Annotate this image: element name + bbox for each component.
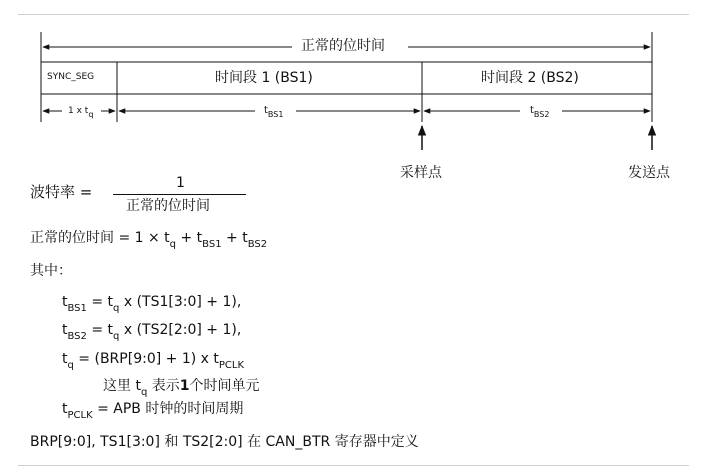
bit-timing-diagram bbox=[0, 0, 702, 200]
tbs1-duration-label: $t_{BS1}$ bbox=[264, 105, 284, 119]
tq-equation: $t_q$ = (BRP[9:0] + 1) x $t_{PCLK}$ bbox=[62, 351, 245, 371]
sample-point-label: 采样点 bbox=[400, 165, 442, 181]
tq-duration-label: 1 x tq bbox=[68, 106, 94, 119]
tbs2-equation: $t_{BS2} = t_q$ x (TS2[2:0] + 1), bbox=[62, 322, 242, 342]
tq-note: 这里 $t_q$ 表示1个时间单元 bbox=[103, 378, 260, 398]
fraction-bar bbox=[113, 194, 246, 195]
tbs2-duration-label: $t_{BS2}$ bbox=[530, 105, 550, 119]
baud-rate-lhs: 波特率 = bbox=[30, 183, 93, 201]
total-bit-time-label: 正常的位时间 bbox=[301, 38, 385, 54]
bit-time-equation: 正常的位时间 = $1 \times t_q + t_{BS1} + t_{BS2}$ bbox=[30, 230, 268, 250]
tbs1-equation: $t_{BS1} = t_q$ x (TS1[3:0] + 1), bbox=[62, 294, 242, 314]
baud-rate-numerator: 1 bbox=[176, 175, 185, 191]
transmit-point-label: 发送点 bbox=[628, 165, 670, 181]
sync-seg-label: SYNC_SEG bbox=[47, 72, 95, 82]
bs2-label: 时间段 2 (BS2) bbox=[481, 70, 579, 86]
register-definition-note: BRP[9:0], TS1[3:0] 和 TS2[2:0] 在 CAN_BTR 寄存器中定义 bbox=[30, 434, 419, 450]
tpclk-equation: $t_{PCLK}$ = APB 时钟的时间周期 bbox=[62, 401, 244, 421]
bs1-label: 时间段 1 (BS1) bbox=[215, 70, 313, 86]
baud-rate-denominator: 正常的位时间 bbox=[126, 198, 210, 214]
where-label: 其中： bbox=[30, 263, 72, 279]
